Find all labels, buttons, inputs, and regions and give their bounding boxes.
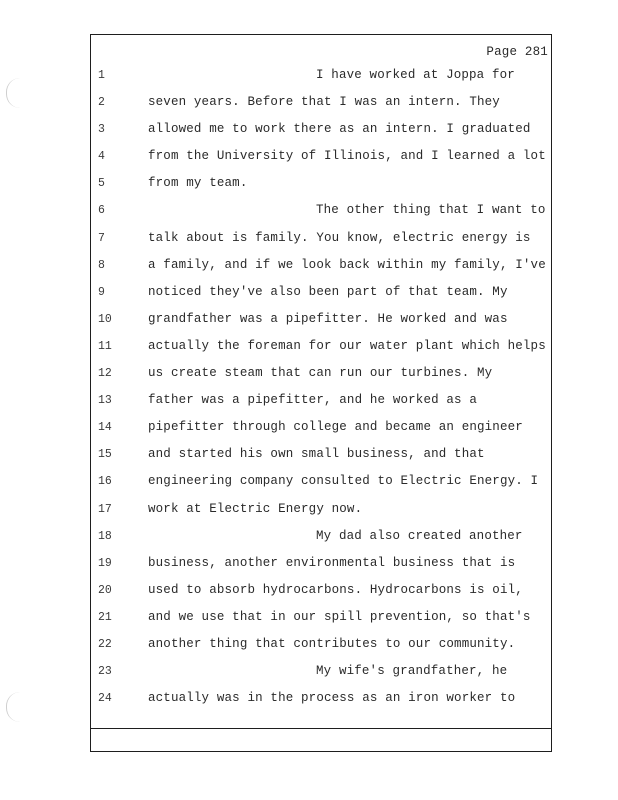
line-number: 13: [98, 394, 112, 408]
transcript-line: [0, 174, 618, 201]
line-text: allowed me to work there as an intern. I graduated: [148, 122, 531, 137]
transcript-line: [0, 635, 618, 662]
transcript-line: [0, 527, 618, 554]
line-number: 14: [98, 421, 112, 435]
line-text: grandfather was a pipefitter. He worked and was: [148, 311, 508, 326]
line-text: business, another environmental business that is: [148, 555, 516, 570]
line-number: 23: [98, 665, 112, 679]
transcript-lines: [0, 66, 618, 716]
transcript-line: [0, 500, 618, 527]
transcript-line: [0, 201, 618, 228]
transcript-line: [0, 581, 618, 608]
line-number: 6: [98, 204, 105, 218]
line-text: I have worked at Joppa for: [316, 68, 515, 82]
transcript-line: [0, 337, 618, 364]
line-text: father was a pipefitter, and he worked as a: [148, 393, 478, 408]
line-number: 2: [98, 96, 105, 110]
line-number: 3: [98, 123, 105, 137]
line-text: The other thing that I want to: [316, 203, 546, 218]
line-text: seven years. Before that I was an intern. They: [148, 95, 500, 110]
transcript-line: [0, 445, 618, 472]
line-number: 7: [98, 231, 105, 245]
transcript-line: [0, 662, 618, 689]
line-number: 1: [98, 69, 105, 82]
line-text: us create steam that can run our turbines. My: [148, 366, 493, 381]
line-text: from the University of Illinois, and I learned a lot: [148, 149, 546, 164]
line-number: 15: [98, 448, 112, 462]
transcript-line: [0, 93, 618, 120]
line-number: 5: [98, 177, 105, 191]
transcript-line: [0, 608, 618, 635]
line-text: actually the foreman for our water plant which helps: [148, 338, 546, 353]
transcript-line: [0, 256, 618, 283]
line-text: actually was in the process as an iron worker to: [148, 691, 516, 706]
line-number: 19: [98, 556, 112, 570]
line-number: 16: [98, 475, 112, 489]
line-number: 10: [98, 312, 112, 326]
line-text: engineering company consulted to Electric Energy. I: [148, 474, 539, 489]
line-number: 8: [98, 258, 105, 272]
line-text: and started his own small business, and that: [148, 447, 485, 462]
line-number: 9: [98, 285, 105, 299]
line-text: noticed they've also been part of that team. My: [148, 284, 508, 299]
transcript-line: [0, 66, 618, 93]
line-text: a family, and if we look back within my family, I've: [148, 257, 546, 272]
line-text: work at Electric Energy now.: [148, 501, 363, 516]
transcript-line: [0, 283, 618, 310]
transcript-line: [0, 418, 618, 445]
line-text: pipefitter through college and became an engineer: [148, 420, 523, 435]
line-text: and we use that in our spill prevention, so that's: [148, 609, 531, 624]
line-text: My wife's grandfather, he: [316, 664, 508, 679]
line-number: 12: [98, 367, 112, 381]
transcript-line: [0, 472, 618, 499]
line-text: used to absorb hydrocarbons. Hydrocarbons is oil,: [148, 582, 523, 597]
transcript-line: [0, 229, 618, 256]
footer-divider: [90, 728, 552, 729]
transcript-line: [0, 554, 618, 581]
transcript-line: [0, 391, 618, 418]
line-number: 18: [98, 529, 112, 543]
line-number: 4: [98, 150, 105, 164]
line-text: from my team.: [148, 176, 248, 191]
line-number: 11: [98, 339, 112, 353]
transcript-line: [0, 364, 618, 391]
line-number: 24: [98, 692, 112, 706]
transcript-line: [0, 310, 618, 337]
line-number: 20: [98, 583, 112, 597]
line-text: another thing that contributes to our community.: [148, 636, 516, 651]
transcript-line: [0, 120, 618, 147]
line-text: My dad also created another: [316, 528, 523, 543]
page-number: Page 281: [486, 45, 548, 59]
line-number: 22: [98, 637, 112, 651]
line-number: 17: [98, 502, 112, 516]
line-text: talk about is family. You know, electric energy is: [148, 230, 531, 245]
line-number: 21: [98, 610, 112, 624]
transcript-line: [0, 147, 618, 174]
transcript-line: [0, 689, 618, 716]
